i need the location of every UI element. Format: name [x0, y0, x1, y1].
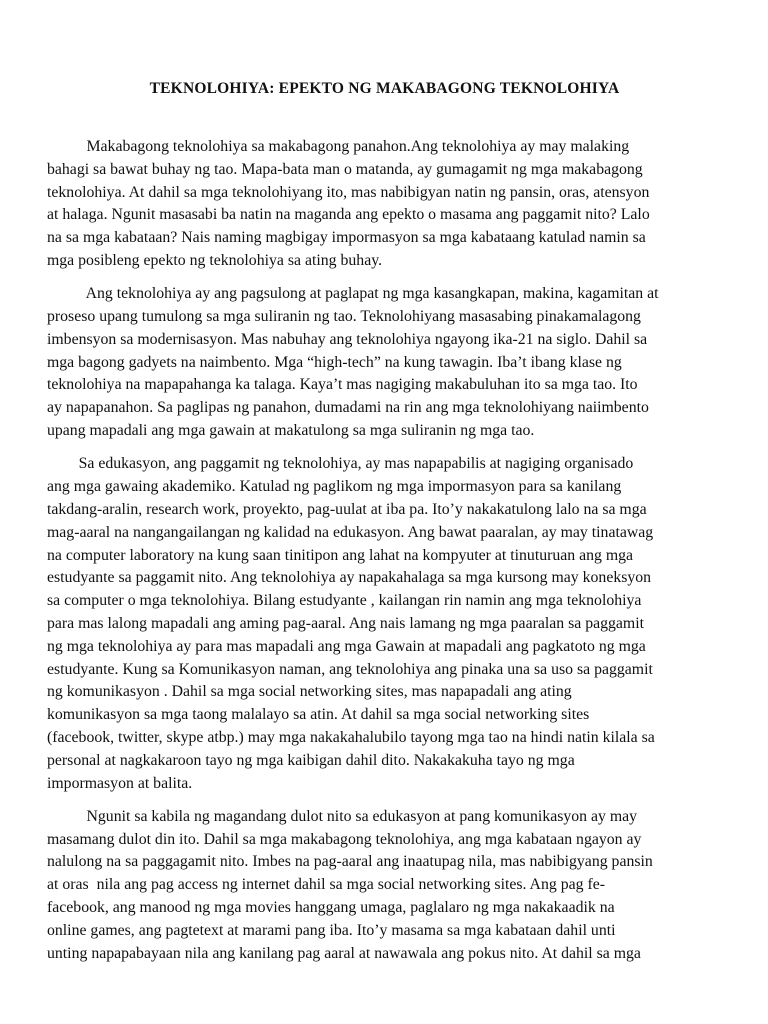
paragraph-line: Sa edukasyon, ang paggamit ng teknolohiya, ay mas napapabilis at nagiging organisado	[47, 455, 634, 473]
paragraph-line: teknolohiya na mapapahanga ka talaga. Kaya’t mas nagiging makabuluhan ito sa mga tao. Ito	[47, 376, 638, 394]
paragraph-line: imbensyon sa modernisasyon. Mas nabuhay ang teknolohiya ngayong ika-21 na siglo. Dahil sa	[47, 330, 648, 348]
paragraph-line: upang mapadali ang mga gawain at makatulong sa mga suliranin ng mga tao.	[47, 422, 535, 440]
paragraph-line: estudyante sa paggamit nito. Ang teknolohiya ay napakahalaga sa mga kursong may koneksyon	[47, 569, 652, 587]
paragraph-line: sa computer o mga teknolohiya. Bilang estudyante , kailangan rin namin ang mga teknolohiya	[47, 592, 642, 610]
paragraph-line: online games, ang pagtetext at marami pang iba. Ito’y masama sa mga kabataan dahil unti	[47, 921, 616, 939]
paragraph-line: ng komunikasyon . Dahil sa mga social networking sites, mas napapadali ang ating	[47, 683, 572, 701]
paragraph-line: para mas lalong mapadali ang aming pag-aaral. Ang nais lamang ng mga paaralan sa paggamit	[47, 614, 644, 632]
paragraph-line: (facebook, twitter, skype atbp.) may mga nakakahalubilo tayong mga tao na hindi natin kilala sa	[47, 728, 655, 746]
paragraph-line: komunikasyon sa mga taong malalayo sa atin. At dahil sa mga social networking sites	[47, 706, 590, 724]
document-body	[47, 136, 722, 965]
paragraph-line: mga posibleng epekto ng teknolohiya sa ating buhay.	[47, 251, 383, 269]
paragraph-line: impormasyon at balita.	[47, 774, 193, 792]
paragraph-line: ay napapanahon. Sa paglipas ng panahon, dumadami na rin ang mga teknolohiyang naiimbento	[47, 399, 649, 417]
paragraph-line: at oras nila ang pag access ng internet dahil sa mga social networking sites. Ang pag fe-	[47, 876, 605, 894]
paragraph	[47, 136, 722, 273]
paragraph	[47, 453, 722, 795]
paragraph-line: Ang teknolohiya ay ang pagsulong at paglapat ng mga kasangkapan, makina, kagamitan at	[47, 285, 659, 303]
paragraph-line: mga bagong gadyets na naimbento. Mga “high-tech” na kung tawagin. Iba’t ibang klase ng	[47, 353, 622, 371]
paragraph-line: nalulong na sa paggagamit nito. Imbes na pag-aaral ang inaatupag nila, mas nabibigyang pansin	[47, 853, 653, 871]
paragraph-line: ang mga gawaing akademiko. Katulad ng paglikom ng mga impormasyon para sa kanilang	[47, 478, 622, 496]
paragraph-line: bahagi sa bawat buhay ng tao. Mapa-bata man o matanda, ay gumagamit ng mga makabagong	[47, 160, 643, 178]
paragraph-line: mag-aaral na nangangailangan ng kalidad na edukasyon. Ang bawat paaralan, ay may tinatawag	[47, 523, 654, 541]
paragraph-line: Makabagong teknolohiya sa makabagong panahon.Ang teknolohiya ay may malaking	[47, 138, 630, 155]
paragraph-line: teknolohiya. At dahil sa mga teknolohiyang ito, mas nabibigyan natin ng pansin, oras, atensyon	[47, 183, 650, 201]
paragraph-line: Ngunit sa kabila ng magandang dulot nito sa edukasyon at pang komunikasyon ay may	[47, 807, 638, 825]
paragraph-line: na computer laboratory na kung saan tinitipon ang lahat na kompyuter at tinuturuan ang mga	[47, 546, 634, 564]
paragraph-line: unting napapabayaan nila ang kanilang pag aaral at nawawala ang pokus nito. At dahil sa mga	[47, 944, 641, 962]
paragraph-line: facebook, ang manood ng mga movies hanggang umaga, paglalaro ng mga nakakaadik na	[47, 899, 615, 916]
document-title: TEKNOLOHIYA: EPEKTO NG MAKABAGONG TEKNOLOHIYA	[149, 80, 620, 97]
paragraph-line: at halaga. Ngunit masasabi ba natin na maganda ang epekto o masama ang paggamit nito? Lalo	[47, 206, 650, 224]
paragraph-line: proseso upang tumulong sa mga suliranin ng tao. Teknolohiyang masasabing pinakamalagong	[47, 308, 641, 326]
paragraph-line: masamang dulot din ito. Dahil sa mga makabagong teknolohiya, ang mga kabataan ngayon ay	[47, 830, 642, 848]
paragraph-line: estudyante. Kung sa Komunikasyon naman, ang teknolohiya ang pinaka una sa uso sa paggamit	[47, 660, 653, 678]
paragraph-line: ng mga teknolohiya ay para mas mapadali ang mga Gawain at mapadali ang pagkatoto ng mga	[47, 637, 646, 655]
paragraph	[47, 806, 722, 966]
paragraph-line: personal at nagkakaroon tayo ng mga kaibigan dahil dito. Nakakakuha tayo ng mga	[47, 751, 575, 769]
paragraph-line: takdang-aralin, research work, proyekto, pag-uulat at iba pa. Ito’y nakakatulong lalo na sa mga	[47, 500, 647, 518]
paragraph	[47, 283, 722, 443]
paragraph-line: na sa mga kabataan? Nais naming magbigay impormasyon sa mga kabataang katulad namin sa	[47, 229, 646, 247]
